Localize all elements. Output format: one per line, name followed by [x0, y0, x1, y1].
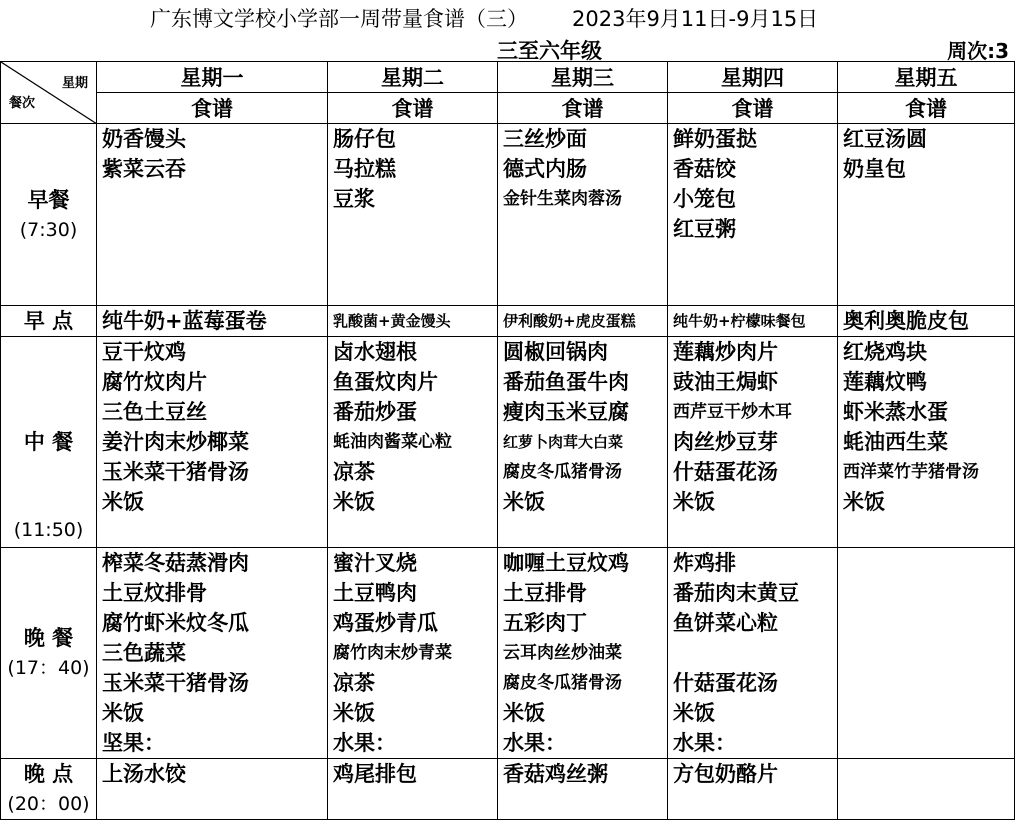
snack-pm-mon: [97, 759, 328, 820]
meal-label-breakfast: [1, 124, 97, 306]
dish: 米饭: [503, 701, 545, 725]
dish: 米饭: [673, 701, 715, 725]
dinner-thu: [668, 548, 838, 759]
dish: 西洋菜竹芋猪骨汤: [843, 462, 979, 482]
day-header-tue: 星期二: [328, 62, 498, 93]
dish: 番茄鱼蛋牛肉: [503, 370, 629, 394]
dish: 水果：: [333, 731, 396, 755]
dish: 米饭: [843, 490, 885, 514]
day-header-wed: 星期三: [498, 62, 668, 93]
dish: 乳酸菌+黄金馒头: [333, 312, 451, 330]
recipe-header-tue: 食谱: [328, 93, 498, 124]
dish: 三色土豆丝: [102, 400, 207, 424]
snack-pm-wed: [498, 759, 668, 820]
dish: 纯牛奶+柠檬味餐包: [673, 312, 806, 330]
dish: 三色蔬菜: [102, 641, 186, 665]
dish: 云耳肉丝炒油菜: [503, 643, 622, 663]
dish: 咖喱土豆炆鸡: [503, 551, 629, 575]
date-range: 2023年9月11日-9月15日: [572, 7, 819, 31]
dinner-fri: [838, 548, 1015, 759]
meal-label-snack-pm: [1, 759, 97, 820]
lunch-label: 中 餐: [23, 430, 74, 454]
dish: 水果：: [673, 731, 736, 755]
snack-pm-tue: [328, 759, 498, 820]
snack-pm-label: 晚 点: [23, 762, 74, 786]
day-header-fri: 星期五: [838, 62, 1015, 93]
page-title: [150, 3, 818, 33]
recipe-header-fri: 食谱: [838, 93, 1015, 124]
dish: 香菇饺: [673, 157, 736, 181]
snack-am-wed: [498, 306, 668, 337]
dish: 肠仔包: [333, 127, 396, 151]
dish: 三丝炒面: [503, 127, 587, 151]
dish: 姜汁肉末炒椰菜: [102, 430, 249, 454]
dish: 榨菜冬菇蒸滑肉: [102, 551, 249, 575]
dish: [668, 638, 837, 668]
lunch-tue: [328, 337, 498, 548]
dish: 番茄肉末黄豆: [673, 581, 799, 605]
dish: 米饭: [503, 490, 545, 514]
dish: 奶香馒头: [102, 127, 186, 151]
breakfast-label: 早餐: [27, 187, 70, 212]
lunch-mon: [97, 337, 328, 548]
dinner-label: 晚 餐: [23, 626, 74, 650]
dish: 鸡尾排包: [333, 762, 417, 786]
dish: 米饭: [102, 701, 144, 725]
menu-title: 广东博文学校小学部一周带量食谱（三）: [150, 7, 528, 31]
dish: 土豆炆排骨: [102, 581, 207, 605]
dish: 瘦肉玉米豆腐: [503, 400, 629, 424]
dish: 凉茶: [333, 671, 375, 695]
corner-header: [1, 62, 97, 124]
dish: 蜜汁叉烧: [333, 551, 417, 575]
dish: 纯牛奶+蓝莓蛋卷: [102, 309, 267, 333]
dish: 腐竹虾米炆冬瓜: [102, 611, 249, 635]
dish: 豆干炆鸡: [102, 340, 186, 364]
dish: 奶皇包: [843, 157, 906, 181]
dish: 鲜奶蛋挞: [673, 127, 757, 151]
dish: 土豆排骨: [503, 581, 587, 605]
dish: 德式内肠: [503, 157, 587, 181]
dish: 红豆粥: [673, 217, 736, 241]
dish: 上汤水饺: [102, 762, 186, 786]
dish: 伊利酸奶+虎皮蛋糕: [503, 312, 636, 330]
dish: 玉米菜干猪骨汤: [102, 671, 249, 695]
dish: 金针生菜肉蓉汤: [503, 189, 622, 209]
dish: 莲藕炒肉片: [673, 340, 778, 364]
breakfast-fri: [838, 124, 1015, 306]
snack-am-thu: [668, 306, 838, 337]
dish: 鱼饼菜心粒: [673, 611, 778, 635]
breakfast-tue: [328, 124, 498, 306]
snack-pm-fri: [838, 759, 1015, 820]
day-axis-label: 星期: [61, 76, 88, 91]
dish: 红豆汤圆: [843, 127, 927, 151]
dish: 腐竹肉末炒青菜: [333, 643, 452, 663]
dish: 米饭: [333, 490, 375, 514]
recipe-header-wed: 食谱: [498, 93, 668, 124]
dish: 玉米菜干猪骨汤: [102, 460, 249, 484]
dish: 米饭: [102, 490, 144, 514]
breakfast-wed: [498, 124, 668, 306]
snack-am-fri: [838, 306, 1015, 337]
dish: 炸鸡排: [673, 551, 736, 575]
dish: 肉丝炒豆芽: [673, 430, 778, 454]
dish: 红萝卜肉茸大白菜: [503, 433, 624, 451]
dish: 蚝油肉酱菜心粒: [333, 432, 452, 452]
dish: 蚝油西生菜: [843, 430, 948, 454]
dish: 鱼蛋炆肉片: [333, 370, 438, 394]
dish: 番茄炒蛋: [333, 400, 417, 424]
dish: 紫菜云吞: [102, 157, 186, 181]
week-number: 周次:3: [947, 39, 1009, 63]
dish: 水果：: [503, 731, 566, 755]
dish: 卤水翅根: [333, 340, 417, 364]
menu-table: [0, 61, 1015, 820]
dish: 圆椒回锅肉: [503, 340, 608, 364]
breakfast-mon: [97, 124, 328, 306]
dish: 五彩肉丁: [503, 611, 587, 635]
grade-label: 三至六年级: [497, 39, 602, 63]
snack-am-label: 早 点: [23, 309, 74, 333]
day-header-mon: 星期一: [97, 62, 328, 93]
snack-am-mon: [97, 306, 328, 337]
lunch-fri: [838, 337, 1015, 548]
dish: 土豆鸭肉: [333, 581, 417, 605]
breakfast-thu: [668, 124, 838, 306]
snack-pm-time: (20：00): [7, 793, 90, 815]
dish: 马拉糕: [333, 157, 396, 181]
dish: 西芹豆干炒木耳: [673, 402, 792, 422]
dinner-mon: [97, 548, 328, 759]
dish: 腐竹炆肉片: [102, 370, 207, 394]
meal-axis-label: 餐次: [9, 96, 36, 111]
recipe-header-thu: 食谱: [668, 93, 838, 124]
dish: 香菇鸡丝粥: [503, 762, 608, 786]
recipe-header-mon: 食谱: [97, 93, 328, 124]
dish: 小笼包: [673, 187, 736, 211]
dish: 豉油王焗虾: [673, 370, 778, 394]
meal-label-lunch: [1, 337, 97, 548]
dish: 腐皮冬瓜猪骨汤: [503, 462, 622, 482]
dish: 方包奶酪片: [673, 762, 778, 786]
dish: 米饭: [333, 701, 375, 725]
lunch-wed: [498, 337, 668, 548]
dish: 腐皮冬瓜猪骨汤: [503, 673, 622, 693]
day-header-thu: 星期四: [668, 62, 838, 93]
dish: 鸡蛋炒青瓜: [333, 611, 438, 635]
dinner-time: (17：40): [7, 657, 90, 679]
dish: 坚果：: [102, 731, 165, 755]
snack-am-tue: [328, 306, 498, 337]
dish: 豆浆: [333, 187, 375, 211]
lunch-thu: [668, 337, 838, 548]
dish: 奥利奥脆皮包: [843, 309, 969, 333]
meal-label-snack-am: [1, 306, 97, 337]
dish: 虾米蒸水蛋: [843, 400, 948, 424]
dish: 红烧鸡块: [843, 340, 927, 364]
dish: 米饭: [673, 490, 715, 514]
lunch-time: (11:50): [13, 519, 84, 541]
snack-pm-thu: [668, 759, 838, 820]
dish: 什菇蛋花汤: [673, 671, 778, 695]
meal-label-dinner: [1, 548, 97, 759]
dinner-wed: [498, 548, 668, 759]
dish: 莲藕炆鸭: [843, 370, 927, 394]
dinner-tue: [328, 548, 498, 759]
dish: 什菇蛋花汤: [673, 460, 778, 484]
breakfast-time: (7:30): [19, 218, 78, 241]
dish: 凉茶: [333, 460, 375, 484]
